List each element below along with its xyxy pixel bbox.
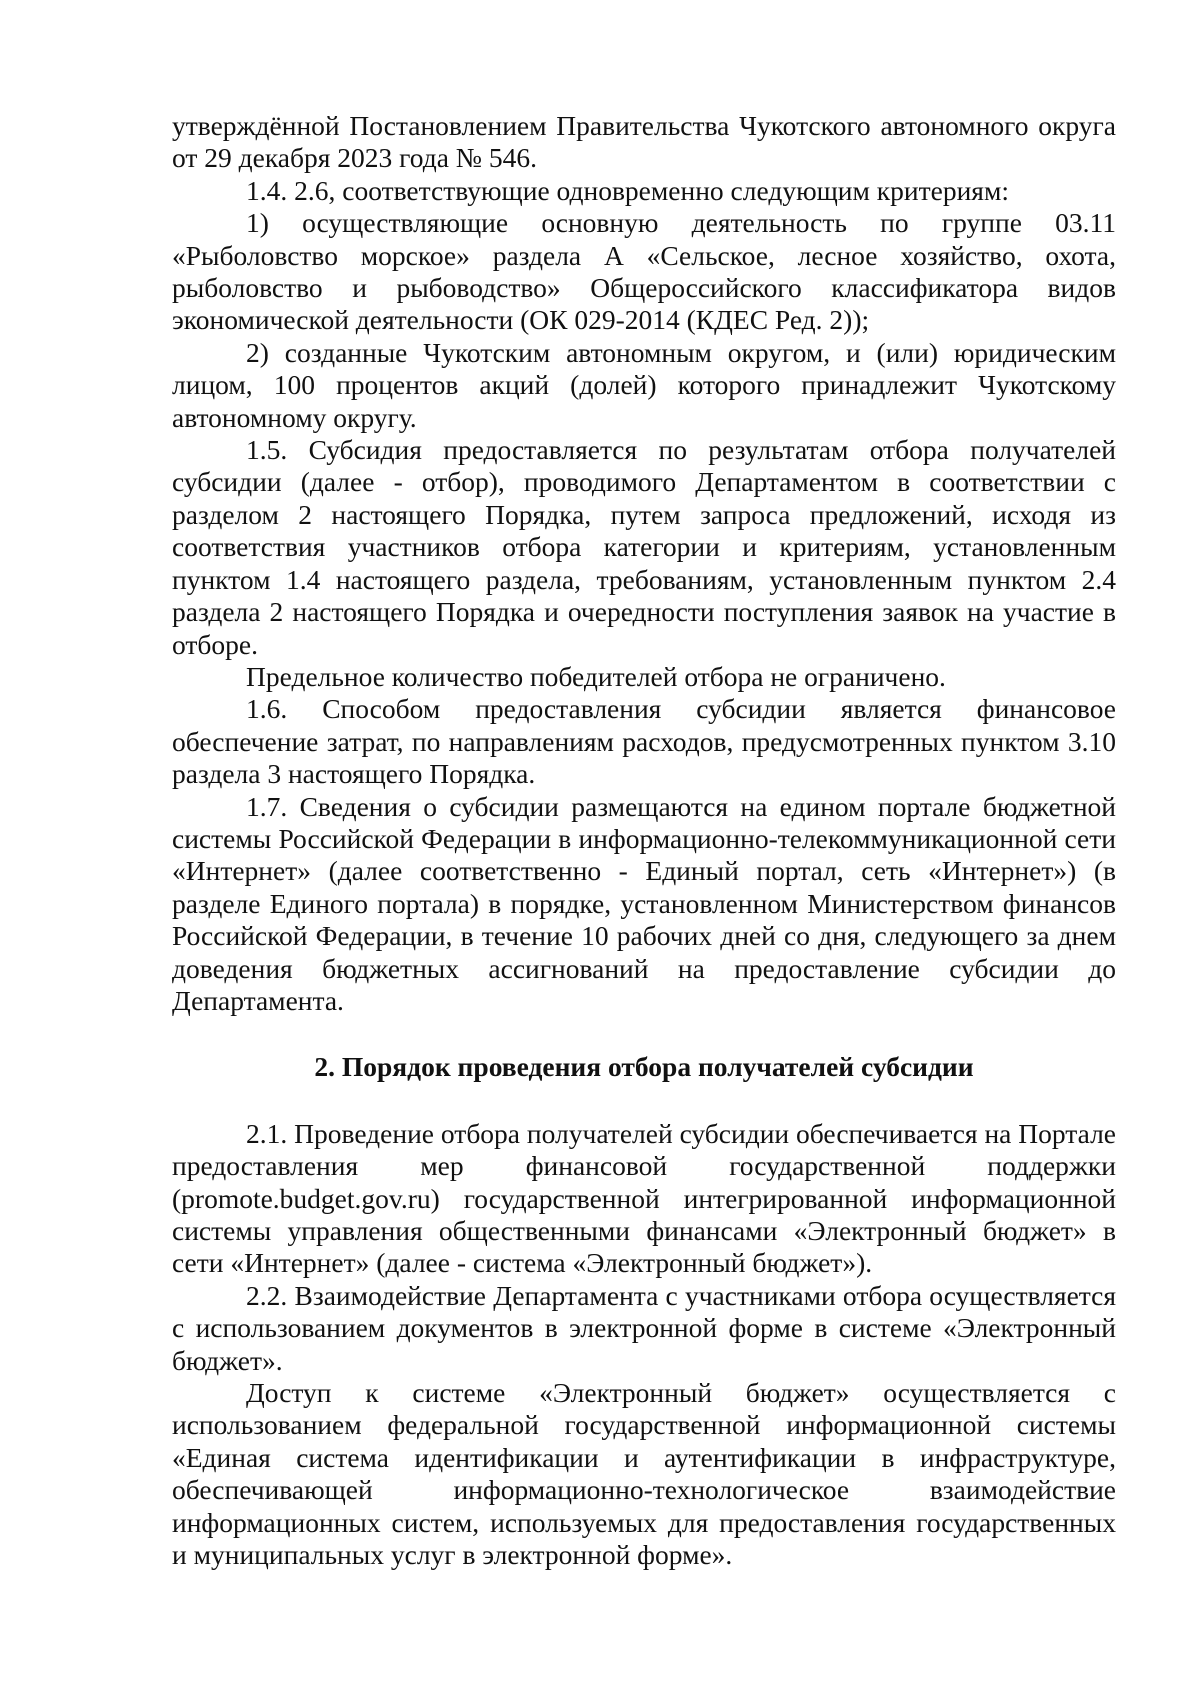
document-body [172, 110, 1116, 1571]
paragraph-winners-limit: Предельное количество победителей отбора не ограничено. [246, 660, 946, 692]
paragraph-access: Доступ к системе «Электронный бюджет» осуществляется с использованием федеральной государственной информационной системы «Единая система идентификации и аутентификации в инфраструктуре, обеспечивающей информационно-технологическое взаимодействие информационных систем, используемых для предоставления государственных и муниципальных услуг в электронной форме». [172, 1377, 1116, 1571]
paragraph-2-1: 2.1. Проведение отбора получателей субсидии обеспечивается на Портале предоставления мер финансовой государственной поддержки (promote.budget.gov.ru) государственной интегрированной информационной системы управления общественными финансами «Электронный бюджет» в сети «Интернет» (далее - система «Электронный бюджет»). [172, 1117, 1116, 1279]
paragraph-criterion-1: 1) осуществляющие основную деятельность по группе 03.11 «Рыболовство морское» раздела А «Сельское, лесное хозяйство, охота, рыболовство и рыбоводство» Общероссийского классификатора видов экономической деятельности (ОК 029-2014 (КДЕС Ред. 2)); [172, 207, 1116, 336]
paragraph-criterion-2: 2) созданные Чукотским автономным округом, и (или) юридическим лицом, 100 процентов акций (долей) которого принадлежит Чукотскому автономному округу. [172, 336, 1116, 433]
paragraph-2-2: 2.2. Взаимодействие Департамента с участниками отбора осуществляется с использованием документов в электронной форме в системе «Электронный бюджет». [172, 1279, 1116, 1376]
paragraph-1-4: 1.4. 2.6, соответствующие одновременно следующим критериям: [246, 174, 1009, 206]
paragraph-1-5: 1.5. Субсидия предоставляется по результатам отбора получателей субсидии (далее - отбор), проводимого Департаментом в соответствии с разделом 2 настоящего Порядка, путем запроса предложений, исходя из соответствия участников отбора категории и критериям, установленным пунктом 1.4 настоящего раздела, требованиям, установленным пунктом 2.4 раздела 2 настоящего Порядка и очередности поступления заявок на участие в отборе. [172, 434, 1116, 660]
paragraph-continuation: утверждённой Постановлением Правительства Чукотского автономного округа от 29 декабря 2023 года № 546. [172, 110, 1116, 174]
paragraph-1-6: 1.6. Способом предоставления субсидии является финансовое обеспечение затрат, по направлениям расходов, предусмотренных пунктом 3.10 раздела 3 настоящего Порядка. [172, 693, 1116, 790]
paragraph-1-7: 1.7. Сведения о субсидии размещаются на едином портале бюджетной системы Российской Федерации в информационно-телекоммуникационной сети «Интернет» (далее соответственно - Единый портал, сеть «Интернет») (в разделе Единого портала) в порядке, установленном Министерством финансов Российской Федерации, в течение 10 рабочих дней со дня, следующего за днем доведения бюджетных ассигнований на предоставление субсидии до Департамента. [172, 790, 1116, 1016]
section-heading: 2. Порядок проведения отбора получателей субсидии [314, 1051, 974, 1083]
